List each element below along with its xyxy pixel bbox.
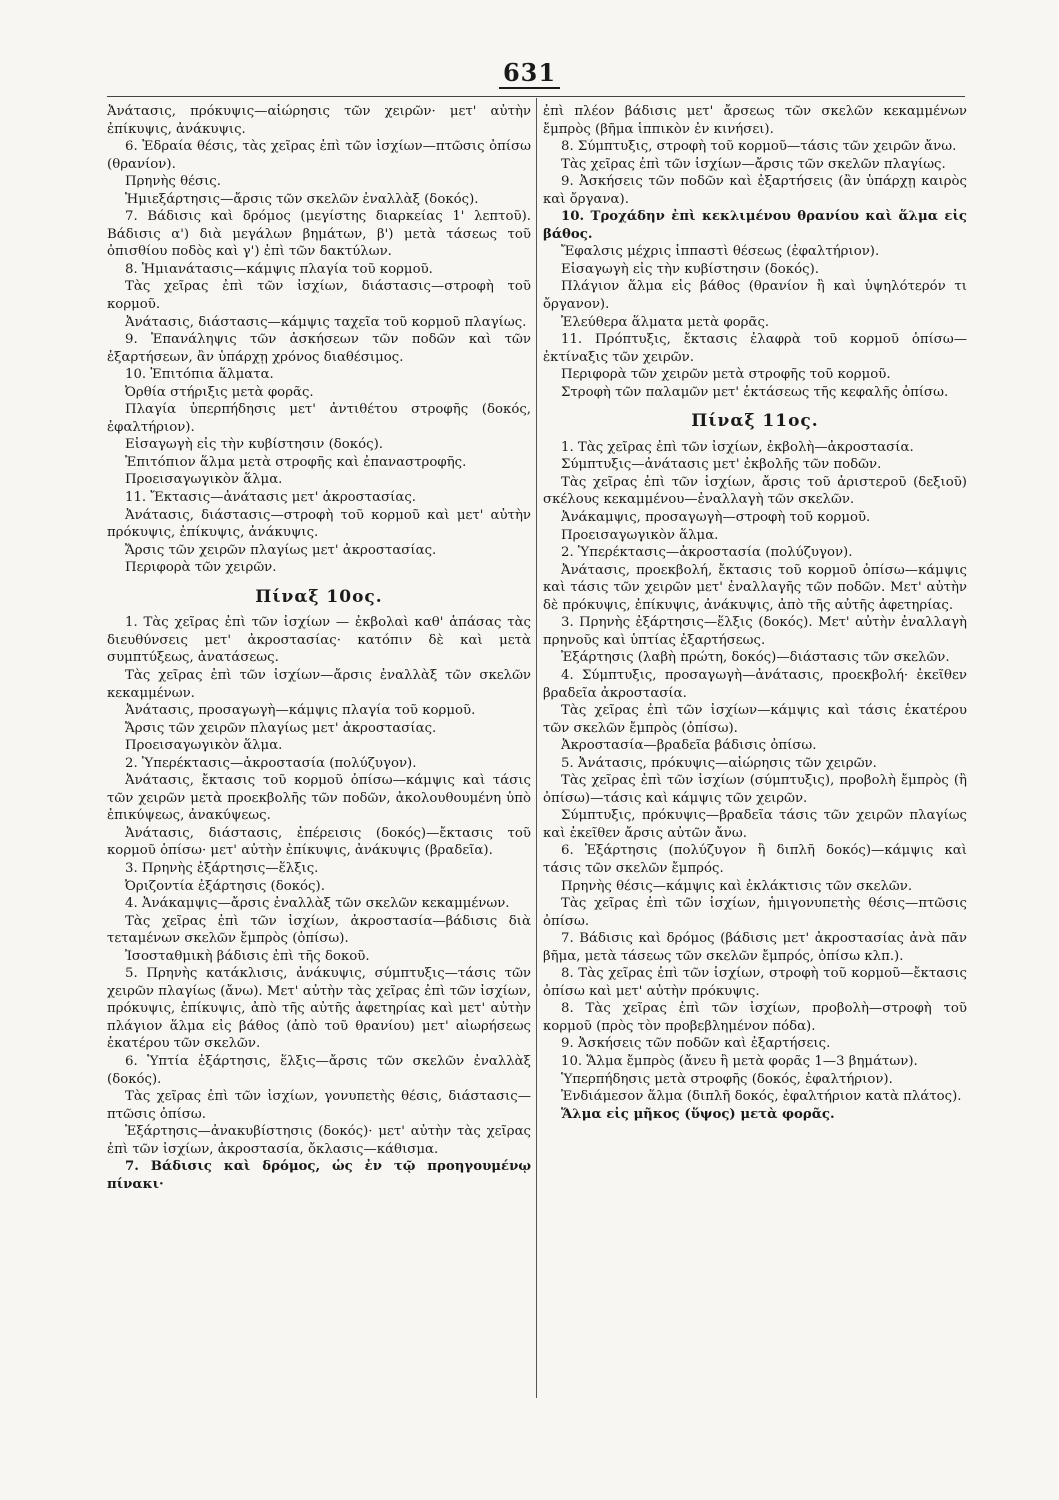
section-heading: Πίναξ 11ος.: [691, 411, 819, 432]
paragraph: Ἡμιεξάρτησις—ἄρσις τῶν σκελῶν ἐναλλὰξ (δοκός).: [125, 191, 479, 207]
paragraph: Τὰς χεῖρας ἐπὶ τῶν ἰσχίων—ἄρσις τῶν σκελῶν πλαγίως.: [561, 156, 946, 172]
paragraph: Ἅλμα εἰς μῆκος (ὕψος) μετὰ φορᾶς.: [561, 1106, 835, 1122]
paragraph: 7. Βάδισις καὶ δρόμος (βάδισις μετ' ἀκροστασίας ἀνὰ πᾶν βῆμα, μετὰ τάσεως τῶν σκελῶν ἔμπρός, ὀπίσω κλπ.).: [543, 931, 967, 964]
paragraph: 9. Ἐπανάληψις τῶν ἀσκήσεων τῶν ποδῶν καὶ τῶν ἐξαρτήσεων, ἂν ὑπάρχῃ χρόνος διαθέσιμος.: [107, 332, 531, 365]
paragraph: 6. Ἐξάρτησις (πολύζυγον ἢ διπλῆ δοκός)—κάμψις καὶ τάσις τῶν σκελῶν ἔμπρός.: [543, 843, 967, 876]
section-heading: Πίναξ 10ος.: [255, 586, 383, 607]
paragraph: Τὰς χεῖρας ἐπὶ τῶν ἰσχίων, διάστασις—στροφὴ τοῦ κορμοῦ.: [107, 279, 531, 313]
paragraph: Ἐξάρτησις—ἀνακυβίστησις (δοκός)· μετ' αὐτὴν τὰς χεῖρας ἐπὶ τῶν ἰσχίων, ἀκροστασία, ὄκλασις—κάθισμα.: [107, 1124, 531, 1157]
paragraph: Τὰς χεῖρας ἐπὶ τῶν ἰσχίων—κάμψις καὶ τάσις ἑκατέρου τῶν σκελῶν ἔμπρὸς (ὀπίσω).: [543, 703, 967, 736]
paragraph: 6. Ὑπτία ἐξάρτησις, ἕλξις—ἄρσις τῶν σκελῶν ἐναλλὰξ (δοκός).: [107, 1053, 531, 1087]
paragraph: Ὀριζοντία ἐξάρτησις (δοκός).: [125, 878, 325, 894]
paragraph: 7. Βάδισις καὶ δρόμος, ὡς ἐν τῷ προηγουμένῳ πίνακι·: [107, 1159, 531, 1192]
paragraph: Προεισαγωγικὸν ἅλμα.: [125, 738, 283, 754]
paragraph: Ἐλεύθερα ἅλματα μετὰ φορᾶς.: [561, 314, 770, 330]
paragraph: 3. Πρηνὴς ἐξάρτησις—ἕλξις (δοκός). Μετ' αὐτὴν ἐναλλαγὴ πρηνοῦς καὶ ὑπτίας ἐξαρτήσεως.: [543, 615, 967, 648]
paragraph: Προεισαγωγικὸν ἅλμα.: [125, 472, 283, 488]
paragraph: 8. Σύμπτυξις, στροφὴ τοῦ κορμοῦ—τάσις τῶν χειρῶν ἄνω.: [561, 139, 957, 155]
paragraph: Ὑπερπήδησις μετὰ στροφῆς (δοκός, ἐφαλτήριον).: [561, 1071, 893, 1087]
paragraph: Σύμπτυξις, πρόκυψις—βραδεῖα τάσις τῶν χειρῶν πλαγίως καὶ ἐκεῖθεν ἄρσις αὐτῶν ἄνω.: [543, 808, 967, 841]
paragraph: Ἀκροστασία—βραδεῖα βάδισις ὀπίσω.: [561, 738, 817, 754]
paragraph: Εἰσαγωγὴ εἰς τὴν κυβίστησιν (δοκός).: [125, 437, 383, 453]
paragraph: ἐπὶ πλέον βάδισις μετ' ἄρσεως τῶν σκελῶν κεκαμμένων ἔμπρὸς (βῆμα ἱππικὸν ἐν κινήσει).: [543, 104, 967, 137]
page-number: 631: [0, 58, 1059, 87]
paragraph: 9. Ἀσκήσεις τῶν ποδῶν καὶ ἐξαρτήσεις.: [561, 1036, 831, 1052]
paragraph: Τὰς χεῖρας ἐπὶ τῶν ἰσχίων, γονυπετὴς θέσις, διάστασις—πτῶσις ὀπίσω.: [107, 1089, 531, 1122]
paragraph: Τὰς χεῖρας ἐπὶ τῶν ἰσχίων (σύμπτυξις), προβολὴ ἔμπρὸς (ἢ ὀπίσω)—τάσις καὶ κάμψις τῶν χειρῶν.: [543, 773, 967, 806]
paragraph: Ἀνάτασις, πρόκυψις—αἰώρησις τῶν χειρῶν· μετ' αὐτὴν ἐπίκυψις, ἀνάκυψις.: [107, 104, 531, 137]
paragraph: Ἀνάτασις, διάστασις, ἐπέρεισις (δοκός)—ἔκτασις τοῦ κορμοῦ ὀπίσω· μετ' αὐτὴν ἐπίκυψις, ἀνάκυψις (βραδεῖα).: [107, 825, 531, 859]
paragraph: 11. Πρόπτυξις, ἔκτασις ἐλαφρὰ τοῦ κορμοῦ ὀπίσω—ἐκτίναξις τῶν χειρῶν.: [543, 332, 967, 365]
paragraph: 8. Ἡμιανάτασις—κάμψις πλαγία τοῦ κορμοῦ.: [125, 261, 433, 277]
paragraph: Ἔφαλσις μέχρις ἱππαστὶ θέσεως (ἐφαλτήριον).: [561, 244, 880, 260]
paragraph: Ἀνάκαμψις, προσαγωγὴ—στροφὴ τοῦ κορμοῦ.: [561, 510, 871, 526]
paragraph: 6. Ἑδραία θέσις, τὰς χεῖρας ἐπὶ τῶν ἰσχίων—πτῶσις ὀπίσω (θρανίον).: [107, 139, 531, 172]
paragraph: 7. Βάδισις καὶ δρόμος (μεγίστης διαρκείας 1' λεπτοῦ). Βάδισις α') διὰ μεγάλων βημάτων, β') μετὰ τάσεως τοῦ ὀπισθίου ποδὸς καὶ γ') ἐπὶ τῶν δακτύλων.: [107, 209, 531, 260]
paragraph: Ἀνάτασις, διάστασις—στροφὴ τοῦ κορμοῦ καὶ μετ' αὐτὴν πρόκυψις, ἐπίκυψις, ἀνάκυψις.: [107, 507, 531, 541]
header-rule: [107, 96, 965, 97]
paragraph: Τὰς χεῖρας ἐπὶ τῶν ἰσχίων, ἀκροστασία—βάδισις διὰ τεταμένων σκελῶν ἔμπρὸς (ὀπίσω).: [107, 913, 531, 947]
paragraph: 2. Ὑπερέκτασις—ἀκροστασία (πολύζυγον).: [125, 755, 417, 771]
paragraph: 1. Τὰς χεῖρας ἐπὶ τῶν ἰσχίων — ἐκβολαὶ καθ' ἁπάσας τὰς διευθύνσεις μετ' ἀκροστασίας· κατόπιν δὲ καὶ μετὰ συμπτύξεως, ἀνατάσεως.: [107, 615, 531, 666]
paragraph: 10. Τροχάδην ἐπὶ κεκλιμένου θρανίου καὶ ἅλμα εἰς βάθος.: [543, 209, 967, 242]
paragraph: Πρηνὴς θέσις—κάμψις καὶ ἐκλάκτισις τῶν σκελῶν.: [561, 878, 913, 894]
paragraph: 5. Πρηνὴς κατάκλισις, ἀνάκυψις, σύμπτυξις—τάσις τῶν χειρῶν πλαγίως (ἄνω). Μετ' αὐτὴν τὰς χεῖρας ἐπὶ τῶν ἰσχίων, πρόκυψις, ἐπίκυψις, ἀπὸ τῆς αὐτῆς ἀφετηρίας καὶ μετ' αὐτὴν πλάγιον ἅλμα εἰς βάθος (ἀπὸ τοῦ θρανίου) μετ' αἰωρήσεως ἑκατέρου τῶν σκελῶν.: [107, 966, 531, 1052]
paragraph: Ὀρθία στήριξις μετὰ φορᾶς.: [125, 384, 314, 400]
paragraph: Τὰς χεῖρας ἐπὶ τῶν ἰσχίων, ἡμιγονυπετὴς θέσις—πτῶσις ὀπίσω.: [543, 896, 967, 929]
paragraph: 2. Ὑπερέκτασις—ἀκροστασία (πολύζυγον).: [561, 545, 853, 561]
paragraph: Πρηνὴς θέσις.: [125, 174, 221, 190]
paragraph: Ἐνδιάμεσον ἅλμα (διπλῆ δοκός, ἐφαλτήριον κατὰ πλάτος).: [561, 1089, 962, 1105]
paragraph: Ἐπιτόπιον ἅλμα μετὰ στροφῆς καὶ ἐπαναστροφῆς.: [125, 454, 467, 470]
paragraph: Τὰς χεῖρας ἐπὶ τῶν ἰσχίων, ἄρσις τοῦ ἀριστεροῦ (δεξιοῦ) σκέλους κεκαμμένου—ἐναλλαγὴ τῶν σκελῶν.: [543, 474, 967, 508]
paragraph: 4. Ἀνάκαμψις—ἄρσις ἐναλλὰξ τῶν σκελῶν κεκαμμένων.: [125, 896, 510, 912]
paragraph: Περιφορὰ τῶν χειρῶν μετὰ στροφῆς τοῦ κορμοῦ.: [561, 367, 891, 383]
paragraph: 5. Ἀνάτασις, πρόκυψις—αἰώρησις τῶν χειρῶν.: [561, 755, 877, 771]
paragraph: Ἀνάτασις, προσαγωγὴ—κάμψις πλαγία τοῦ κορμοῦ.: [125, 703, 476, 719]
paragraph: Πλαγία ὑπερπήδησις μετ' ἀντιθέτου στροφῆς (δοκός, ἐφαλτήριον).: [107, 402, 531, 435]
paragraph: 11. Ἔκτασις—ἀνάτασις μετ' ἀκροστασίας.: [125, 490, 417, 506]
paragraph: 8. Τὰς χεῖρας ἐπὶ τῶν ἰσχίων, προβολὴ—στροφὴ τοῦ κορμοῦ (πρὸς τὸν προβεβλημένον πόδα).: [543, 1001, 967, 1034]
paragraph: 9. Ἀσκήσεις τῶν ποδῶν καὶ ἐξαρτήσεις (ἂν ὑπάρχῃ καιρὸς καὶ ὄργανα).: [543, 174, 967, 207]
paragraph: Σύμπτυξις—ἀνάτασις μετ' ἐκβολῆς τῶν ποδῶν.: [561, 457, 882, 473]
paragraph: 10. Ἐπιτόπια ἅλματα.: [125, 367, 274, 383]
paragraph: Ἀνάτασις, ἔκτασις τοῦ κορμοῦ ὀπίσω—κάμψις καὶ τάσις τῶν χειρῶν μετὰ προεκβολῆς τῶν ποδῶν, ἀκολουθουμένη ὑπὸ ἐπικύψεως, ἀνακύψεως.: [107, 773, 531, 824]
paragraph: Ἐξάρτησις (λαβὴ πρώτη, δοκός)—διάστασις τῶν σκελῶν.: [561, 650, 950, 666]
paragraph: 1. Τὰς χεῖρας ἐπὶ τῶν ἰσχίων, ἐκβολὴ—ἀκροστασία.: [561, 439, 914, 455]
paragraph: 3. Πρηνὴς ἐξάρτησις—ἕλξις.: [125, 860, 319, 876]
paragraph: Ἄρσις τῶν χειρῶν πλαγίως μετ' ἀκροστασίας.: [125, 542, 437, 558]
right-column: [543, 103, 967, 1123]
paragraph: 10. Ἅλμα ἔμπρὸς (ἄνευ ἢ μετὰ φορᾶς 1—3 βημάτων).: [561, 1053, 918, 1069]
paragraph: 8. Τὰς χεῖρας ἐπὶ τῶν ἰσχίων, στροφὴ τοῦ κορμοῦ—ἔκτασις ὀπίσω καὶ μετ' αὐτὴν πρόκυψις.: [543, 966, 967, 999]
paragraph: Προεισαγωγικὸν ἅλμα.: [561, 527, 719, 543]
paragraph: 4. Σύμπτυξις, προσαγωγὴ—ἀνάτασις, προεκβολή· ἐκεῖθεν βραδεῖα ἀκροστασία.: [543, 667, 967, 701]
paragraph: Τὰς χεῖρας ἐπὶ τῶν ἰσχίων—ἄρσις ἐναλλὰξ τῶν σκελῶν κεκαμμένων.: [107, 667, 531, 701]
paragraph: Στροφὴ τῶν παλαμῶν μετ' ἐκτάσεως τῆς κεφαλῆς ὀπίσω.: [561, 384, 949, 400]
paragraph: Ἀνάτασις, προεκβολή, ἔκτασις τοῦ κορμοῦ ὀπίσω—κάμψις καὶ τάσις τῶν χειρῶν μετ' ἐναλλαγῆς τῶν ποδῶν. Μετ' αὐτὴν δὲ πρόκυψις, ἐπίκυψις, ἀνάκυψις, ἀπὸ τῆς αὐτῆς ἀφετηρίας.: [543, 562, 967, 613]
left-column: [107, 103, 531, 1193]
paragraph: Ἀνάτασις, διάστασις—κάμψις ταχεῖα τοῦ κορμοῦ πλαγίως.: [125, 314, 527, 330]
paragraph: Ἰσοσταθμικὴ βάδισις ἐπὶ τῆς δοκοῦ.: [125, 948, 370, 964]
paragraph: Πλάγιον ἅλμα εἰς βάθος (θρανίον ἢ καὶ ὑψηλότερόν τι ὄργανον).: [543, 279, 967, 313]
column-divider: [536, 98, 537, 1398]
paragraph: Ἄρσις τῶν χειρῶν πλαγίως μετ' ἀκροστασίας.: [125, 720, 437, 736]
paragraph: Περιφορὰ τῶν χειρῶν.: [125, 560, 277, 576]
paragraph: Εἰσαγωγὴ εἰς τὴν κυβίστησιν (δοκός).: [561, 261, 819, 277]
